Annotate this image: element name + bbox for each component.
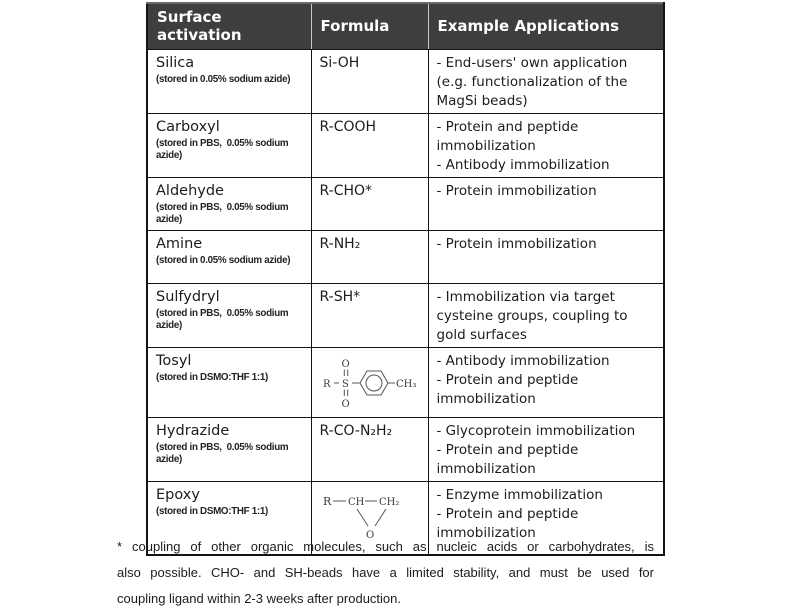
applications-cell	[428, 284, 664, 348]
formula-text: R-COOH	[319, 119, 377, 135]
storage-note: (stored in DSMO:THF 1:1)	[156, 506, 268, 517]
application-item: - Protein immobilization	[436, 236, 597, 252]
applications-cell	[428, 231, 664, 284]
formula-text: R-NH₂	[319, 236, 361, 252]
applications-cell	[428, 114, 664, 178]
tosyl-o-top-label: O	[341, 359, 350, 370]
formula-text: R-CHO*	[319, 183, 373, 199]
epoxy-ch2-label: CH₂	[378, 497, 399, 508]
surface-activation-table	[146, 2, 665, 556]
applications-cell	[428, 348, 664, 418]
table-row-tosyl	[147, 348, 664, 418]
surface-name: Tosyl	[156, 353, 192, 369]
table-row-amine	[147, 231, 664, 284]
formula-cell	[311, 418, 428, 482]
application-item: - Protein and peptide immobilization	[436, 372, 579, 407]
surface-name: Carboxyl	[156, 119, 220, 135]
formula-text: Si-OH	[319, 55, 360, 71]
surface-cell	[147, 50, 311, 114]
footnote	[117, 534, 654, 612]
footnote-line: coupling ligand within 2-3 weeks after production.	[117, 591, 402, 606]
surface-cell	[147, 418, 311, 482]
surface-name: Silica	[156, 55, 195, 71]
application-item: - Protein and peptide immobilization	[436, 506, 579, 541]
applications-cell	[428, 178, 664, 231]
tosyl-r-label: R	[322, 379, 331, 390]
tosyl-s-label: S	[341, 379, 349, 390]
surface-cell	[147, 348, 311, 418]
formula-cell	[311, 178, 428, 231]
surface-name: Aldehyde	[156, 183, 224, 199]
tosyl-ch3-label: CH₃	[395, 379, 416, 390]
header-formula: Formula	[311, 3, 428, 50]
storage-note: (stored in DSMO:THF 1:1)	[156, 372, 268, 383]
storage-note: (stored in PBS, 0.05% sodium azide)	[156, 442, 291, 465]
application-item: - Protein immobilization	[436, 183, 597, 199]
formula-cell	[311, 284, 428, 348]
application-item: - Antibody immobilization	[436, 157, 610, 173]
table-row-hydrazide	[147, 418, 664, 482]
storage-note: (stored in 0.05% sodium azide)	[156, 255, 291, 266]
application-item: - Immobilization via target cysteine groups, coupling to gold surfaces	[436, 289, 628, 343]
formula-text: R-SH*	[319, 289, 361, 305]
application-item: - Antibody immobilization	[436, 353, 610, 369]
storage-note: (stored in 0.05% sodium azide)	[156, 74, 291, 85]
storage-note: (stored in PBS, 0.05% sodium azide)	[156, 202, 291, 225]
tosyl-o-bottom-label: O	[341, 399, 350, 410]
formula-cell	[311, 114, 428, 178]
surface-name: Epoxy	[156, 487, 200, 503]
surface-name: Amine	[156, 236, 203, 252]
surface-cell	[147, 231, 311, 284]
formula-cell	[311, 348, 428, 418]
epoxy-o-label: O	[365, 530, 374, 541]
surface-cell	[147, 114, 311, 178]
table-row-sulfydryl	[147, 284, 664, 348]
epoxy-r-label: R	[322, 495, 331, 508]
table-row-aldehyde	[147, 178, 664, 231]
table-row-carboxyl	[147, 114, 664, 178]
surface-cell	[147, 284, 311, 348]
application-item: - Protein and peptide immobilization	[436, 442, 579, 477]
surface-name: Sulfydryl	[156, 289, 220, 305]
applications-cell	[428, 418, 664, 482]
header-example-applications: Example Applications	[428, 3, 664, 50]
application-item: - Protein and peptide immobilization	[436, 119, 579, 154]
storage-note: (stored in PBS, 0.05% sodium azide)	[156, 308, 291, 331]
surface-name: Hydrazide	[156, 423, 230, 439]
table-header-row	[147, 3, 664, 50]
formula-text: R-CO-N₂H₂	[319, 423, 393, 439]
storage-note: (stored in PBS, 0.05% sodium azide)	[156, 138, 291, 161]
applications-cell	[428, 50, 664, 114]
header-surface-activation: Surface activation	[147, 3, 311, 50]
application-item: - End-users' own application (e.g. functionalization of the MagSi beads)	[436, 55, 628, 109]
formula-cell	[311, 231, 428, 284]
tosyl-structure-diagram	[320, 354, 416, 412]
formula-cell	[311, 50, 428, 114]
table-row-silica	[147, 50, 664, 114]
footnote-line: * coupling of other organic molecules, such as nucleic acids or carbohydrates, is	[117, 539, 654, 554]
surface-cell	[147, 178, 311, 231]
epoxy-ch-label: CH	[347, 497, 364, 508]
application-item: - Enzyme immobilization	[436, 487, 603, 503]
footnote-line: also possible. CHO- and SH-beads have a limited stability, and must be used for	[117, 565, 654, 580]
application-item: - Glycoprotein immobilization	[436, 423, 636, 439]
